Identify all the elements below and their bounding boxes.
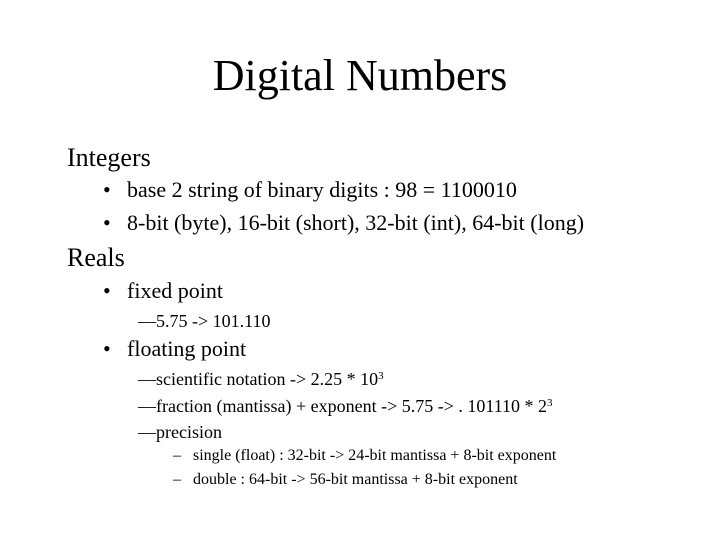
bullet-text: 8-bit (byte), 16-bit (short), 32-bit (int), 64-bit (long) xyxy=(127,210,585,235)
bullet-icon: • xyxy=(103,336,111,361)
precision-double xyxy=(173,470,518,490)
scientific-notation-line xyxy=(138,368,384,390)
integers-bullet-sizes xyxy=(103,210,584,236)
bullet-icon: • xyxy=(103,210,111,235)
precision-label: —precision xyxy=(138,422,222,442)
fraction-exponent-line xyxy=(138,395,553,417)
fraction-exponent-text: —fraction (mantissa) + exponent -> 5.75 -> . 101110 * 2 xyxy=(138,396,548,416)
slide-title: Digital Numbers xyxy=(212,51,508,100)
precision-text: single (float) : 32-bit -> 24-bit mantissa + 8-bit exponent xyxy=(193,447,557,464)
bullet-text: fixed point xyxy=(127,278,223,303)
integers-bullet-base2 xyxy=(103,177,517,203)
scientific-notation-text: —scientific notation -> 2.25 * 10 xyxy=(138,369,379,389)
reals-bullet-floating-point xyxy=(103,336,246,362)
dash-icon: – xyxy=(173,471,181,488)
bullet-text: floating point xyxy=(127,336,247,361)
fixed-point-example: —5.75 -> 101.110 xyxy=(138,311,271,331)
reals-heading: Reals xyxy=(67,243,125,272)
dash-icon: – xyxy=(173,447,181,464)
scientific-notation-exponent: 3 xyxy=(378,370,384,382)
integers-heading: Integers xyxy=(67,143,151,172)
precision-text: double : 64-bit -> 56-bit mantissa + 8-bit exponent xyxy=(193,471,518,488)
reals-bullet-fixed-point xyxy=(103,278,223,304)
bullet-icon: • xyxy=(103,278,111,303)
bullet-text: base 2 string of binary digits : 98 = 1100010 xyxy=(127,177,517,202)
fraction-exponent-exponent: 3 xyxy=(547,397,553,409)
bullet-icon: • xyxy=(103,177,111,202)
precision-single xyxy=(173,446,556,466)
